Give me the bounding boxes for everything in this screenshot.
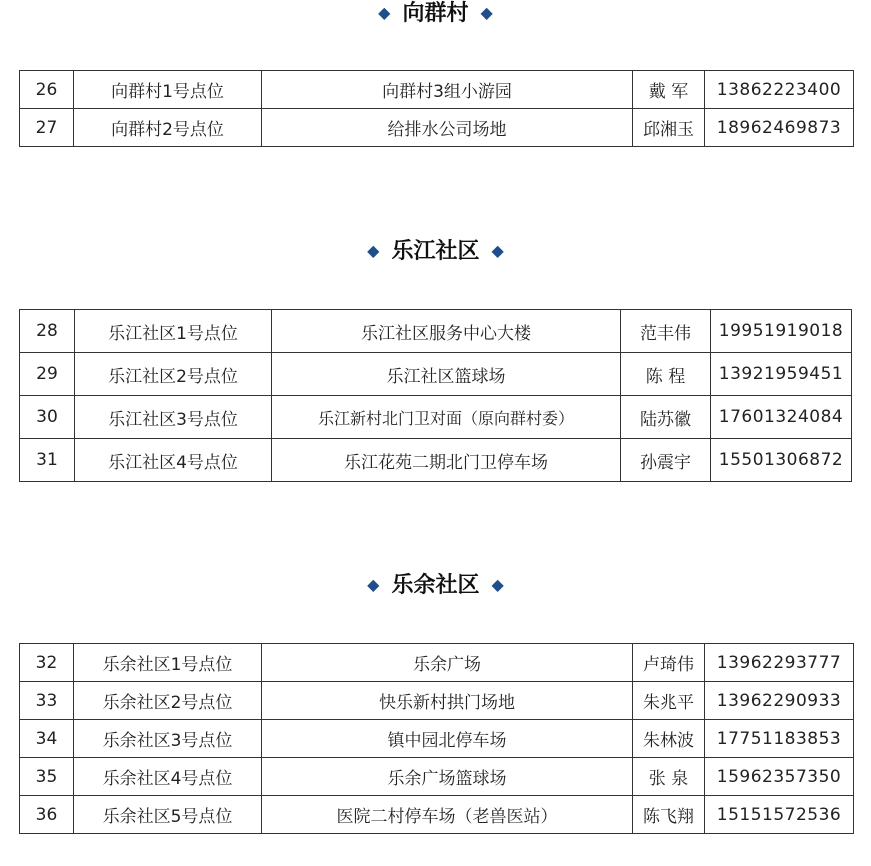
- phone-number: 15962357350: [705, 758, 854, 796]
- location: 医院二村停车场（老兽医站）: [262, 796, 633, 834]
- row-number: 34: [20, 720, 74, 758]
- phone-number: 19951919018: [711, 310, 852, 353]
- location: 乐余广场: [262, 644, 633, 682]
- diamond-icon: ◆: [491, 575, 504, 594]
- point-name: 乐余社区4号点位: [74, 758, 262, 796]
- section-title: 乐余社区: [391, 573, 480, 598]
- point-name: 乐余社区5号点位: [74, 796, 262, 834]
- section-title: 向群村: [402, 1, 469, 26]
- contact-person: 朱林波: [633, 720, 705, 758]
- row-number: 33: [20, 682, 74, 720]
- diamond-icon: ◆: [491, 241, 504, 260]
- row-number: 28: [20, 310, 75, 353]
- row-number: 35: [20, 758, 74, 796]
- diamond-icon: ◆: [367, 241, 380, 260]
- diamond-icon: ◆: [367, 575, 380, 594]
- location: 镇中园北停车场: [262, 720, 633, 758]
- point-name: 乐江社区4号点位: [75, 439, 272, 482]
- row-number: 30: [20, 396, 75, 439]
- point-name: 乐江社区3号点位: [75, 396, 272, 439]
- location: 乐江社区篮球场: [272, 353, 621, 396]
- row-number: 31: [20, 439, 75, 482]
- contact-person: 孙震宇: [621, 439, 711, 482]
- row-number: 29: [20, 353, 75, 396]
- row-number: 27: [20, 109, 74, 147]
- contact-person: 戴 军: [633, 71, 705, 109]
- point-name: 乐江社区2号点位: [75, 353, 272, 396]
- contact-person: 陈飞翔: [633, 796, 705, 834]
- location: 乐江社区服务中心大楼: [272, 310, 621, 353]
- phone-number: 13921959451: [711, 353, 852, 396]
- table-row: [20, 682, 854, 720]
- contact-person: 张 泉: [633, 758, 705, 796]
- table-row: [20, 71, 854, 109]
- phone-number: 13962293777: [705, 644, 854, 682]
- phone-number: 17751183853: [705, 720, 854, 758]
- row-number: 32: [20, 644, 74, 682]
- point-name: 向群村1号点位: [74, 71, 262, 109]
- diamond-icon: ◆: [378, 3, 391, 22]
- table-row: [20, 109, 854, 147]
- table-row: [20, 310, 852, 353]
- section-heading-lejiang: [0, 238, 871, 267]
- phone-number: 15501306872: [711, 439, 852, 482]
- phone-number: 17601324084: [711, 396, 852, 439]
- section-heading-xiangqun: [0, 0, 871, 29]
- table-row: [20, 796, 854, 834]
- location: 乐江新村北门卫对面（原向群村委）: [272, 396, 621, 439]
- location: 向群村3组小游园: [262, 71, 633, 109]
- section-title: 乐江社区: [391, 239, 480, 264]
- table-row: [20, 644, 854, 682]
- contact-person: 陈 程: [621, 353, 711, 396]
- phone-number: 18962469873: [705, 109, 854, 147]
- section-table-leyu: [19, 643, 854, 834]
- section-heading-leyu: [0, 572, 871, 601]
- contact-person: 卢琦伟: [633, 644, 705, 682]
- table-row: [20, 396, 852, 439]
- phone-number: 13962290933: [705, 682, 854, 720]
- contact-person: 朱兆平: [633, 682, 705, 720]
- section-table-xiangqun: [19, 70, 854, 147]
- row-number: 36: [20, 796, 74, 834]
- location: 乐余广场篮球场: [262, 758, 633, 796]
- location: 给排水公司场地: [262, 109, 633, 147]
- row-number: 26: [20, 71, 74, 109]
- point-name: 向群村2号点位: [74, 109, 262, 147]
- table-row: [20, 353, 852, 396]
- location: 快乐新村拱门场地: [262, 682, 633, 720]
- phone-number: 15151572536: [705, 796, 854, 834]
- table-row: [20, 720, 854, 758]
- point-name: 乐余社区2号点位: [74, 682, 262, 720]
- contact-person: 陆苏徽: [621, 396, 711, 439]
- table-row: [20, 758, 854, 796]
- table-row: [20, 439, 852, 482]
- phone-number: 13862223400: [705, 71, 854, 109]
- point-name: 乐余社区3号点位: [74, 720, 262, 758]
- section-table-lejiang: [19, 309, 852, 482]
- point-name: 乐余社区1号点位: [74, 644, 262, 682]
- contact-person: 邱湘玉: [633, 109, 705, 147]
- location: 乐江花苑二期北门卫停车场: [272, 439, 621, 482]
- contact-person: 范丰伟: [621, 310, 711, 353]
- point-name: 乐江社区1号点位: [75, 310, 272, 353]
- diamond-icon: ◆: [480, 3, 493, 22]
